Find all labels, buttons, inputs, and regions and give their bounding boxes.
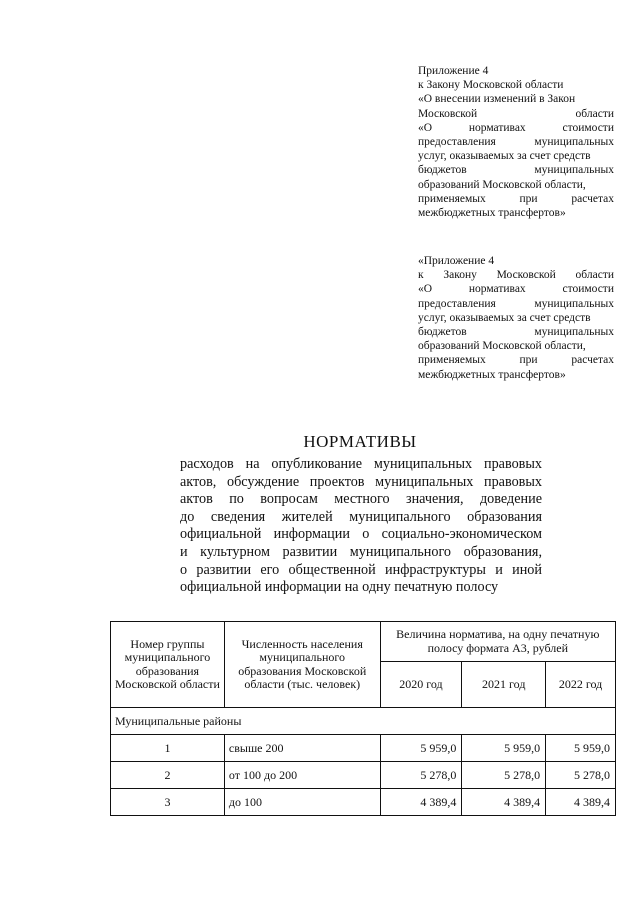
subtitle-line: о развитии его общественной инфраструктуры и иной [180, 561, 542, 578]
header-year-2022: 2022 год [546, 662, 616, 708]
subtitle-line: до сведения жителей муниципального образования [180, 508, 542, 525]
annex-line: межбюджетных трансфертов» [418, 368, 566, 381]
header-group-number: Номер группы муниципального образования Московской области [111, 622, 225, 708]
annex-line: применяемых при расчетах [418, 192, 614, 205]
annex-line: образований Московской области, [418, 340, 586, 353]
subtitle-line: официальной информации о социально-экономическом [180, 526, 542, 543]
cell-group: 3 [111, 789, 225, 816]
annex-line: бюджетов муниципальных [418, 164, 614, 177]
cell-group: 2 [111, 762, 225, 789]
cell-population: от 100 до 200 [224, 762, 380, 789]
cell-value-2020: 5 959,0 [380, 735, 462, 762]
section-label: Муниципальные районы [111, 708, 616, 735]
subtitle-line: актов по вопросам местного значения, доведение [180, 491, 542, 508]
cell-population: до 100 [224, 789, 380, 816]
annex-line: образований Московской области, [418, 178, 586, 191]
annex-line: Приложение 4 [418, 65, 489, 77]
annex-line: услуг, оказываемых за счет средств [418, 150, 591, 163]
cell-value-2021: 5 959,0 [462, 735, 546, 762]
annex-amendment-block [418, 64, 614, 220]
subtitle-line: актов, обсуждение проектов муниципальных правовых [180, 473, 542, 490]
annex-line: предоставления муниципальных [418, 297, 614, 310]
subtitle-line: официальной информации на одну печатную полосу [180, 579, 499, 596]
annex-line: «Приложение 4 [418, 255, 495, 267]
cell-value-2022: 4 389,4 [546, 789, 616, 816]
annex-line: «О нормативах стоимости [418, 121, 614, 134]
annex-line: услуг, оказываемых за счет средств [418, 311, 591, 324]
norms-table [110, 621, 616, 816]
document-subtitle [180, 456, 542, 597]
cell-value-2021: 4 389,4 [462, 789, 546, 816]
cell-group: 1 [111, 735, 225, 762]
table-row [111, 735, 616, 762]
annex-line: бюджетов муниципальных [418, 326, 614, 339]
subtitle-line: и культурном развитии муниципального образования, [180, 543, 542, 560]
table-row [111, 762, 616, 789]
annex-line: к Закону Московской области [418, 269, 614, 282]
header-year-2020: 2020 год [380, 662, 462, 708]
document-title: НОРМАТИВЫ [303, 432, 417, 451]
annex-line: «О нормативах стоимости [418, 283, 614, 296]
header-year-2021: 2021 год [462, 662, 546, 708]
annex-line: межбюджетных трансфертов» [418, 207, 566, 220]
annex-line: к Закону Московской области [418, 79, 564, 92]
header-population: Численность населения муниципального образования Московской области (тыс. человек) [224, 622, 380, 708]
subtitle-line: расходов на опубликование муниципальных правовых [180, 456, 542, 472]
cell-value-2020: 4 389,4 [380, 789, 462, 816]
cell-population: свыше 200 [224, 735, 380, 762]
annex-line: Московской области [418, 107, 614, 120]
annex-line: предоставления муниципальных [418, 136, 614, 149]
cell-value-2022: 5 959,0 [546, 735, 616, 762]
header-norm-value: Величина норматива, на одну печатную полосу формата А3, рублей [380, 622, 615, 662]
annex-line: «О внесении изменений в Закон [418, 93, 576, 106]
cell-value-2022: 5 278,0 [546, 762, 616, 789]
annex-line: применяемых при расчетах [418, 354, 614, 367]
table-row [111, 789, 616, 816]
cell-value-2020: 5 278,0 [380, 762, 462, 789]
annex-original-block [418, 254, 614, 382]
cell-value-2021: 5 278,0 [462, 762, 546, 789]
